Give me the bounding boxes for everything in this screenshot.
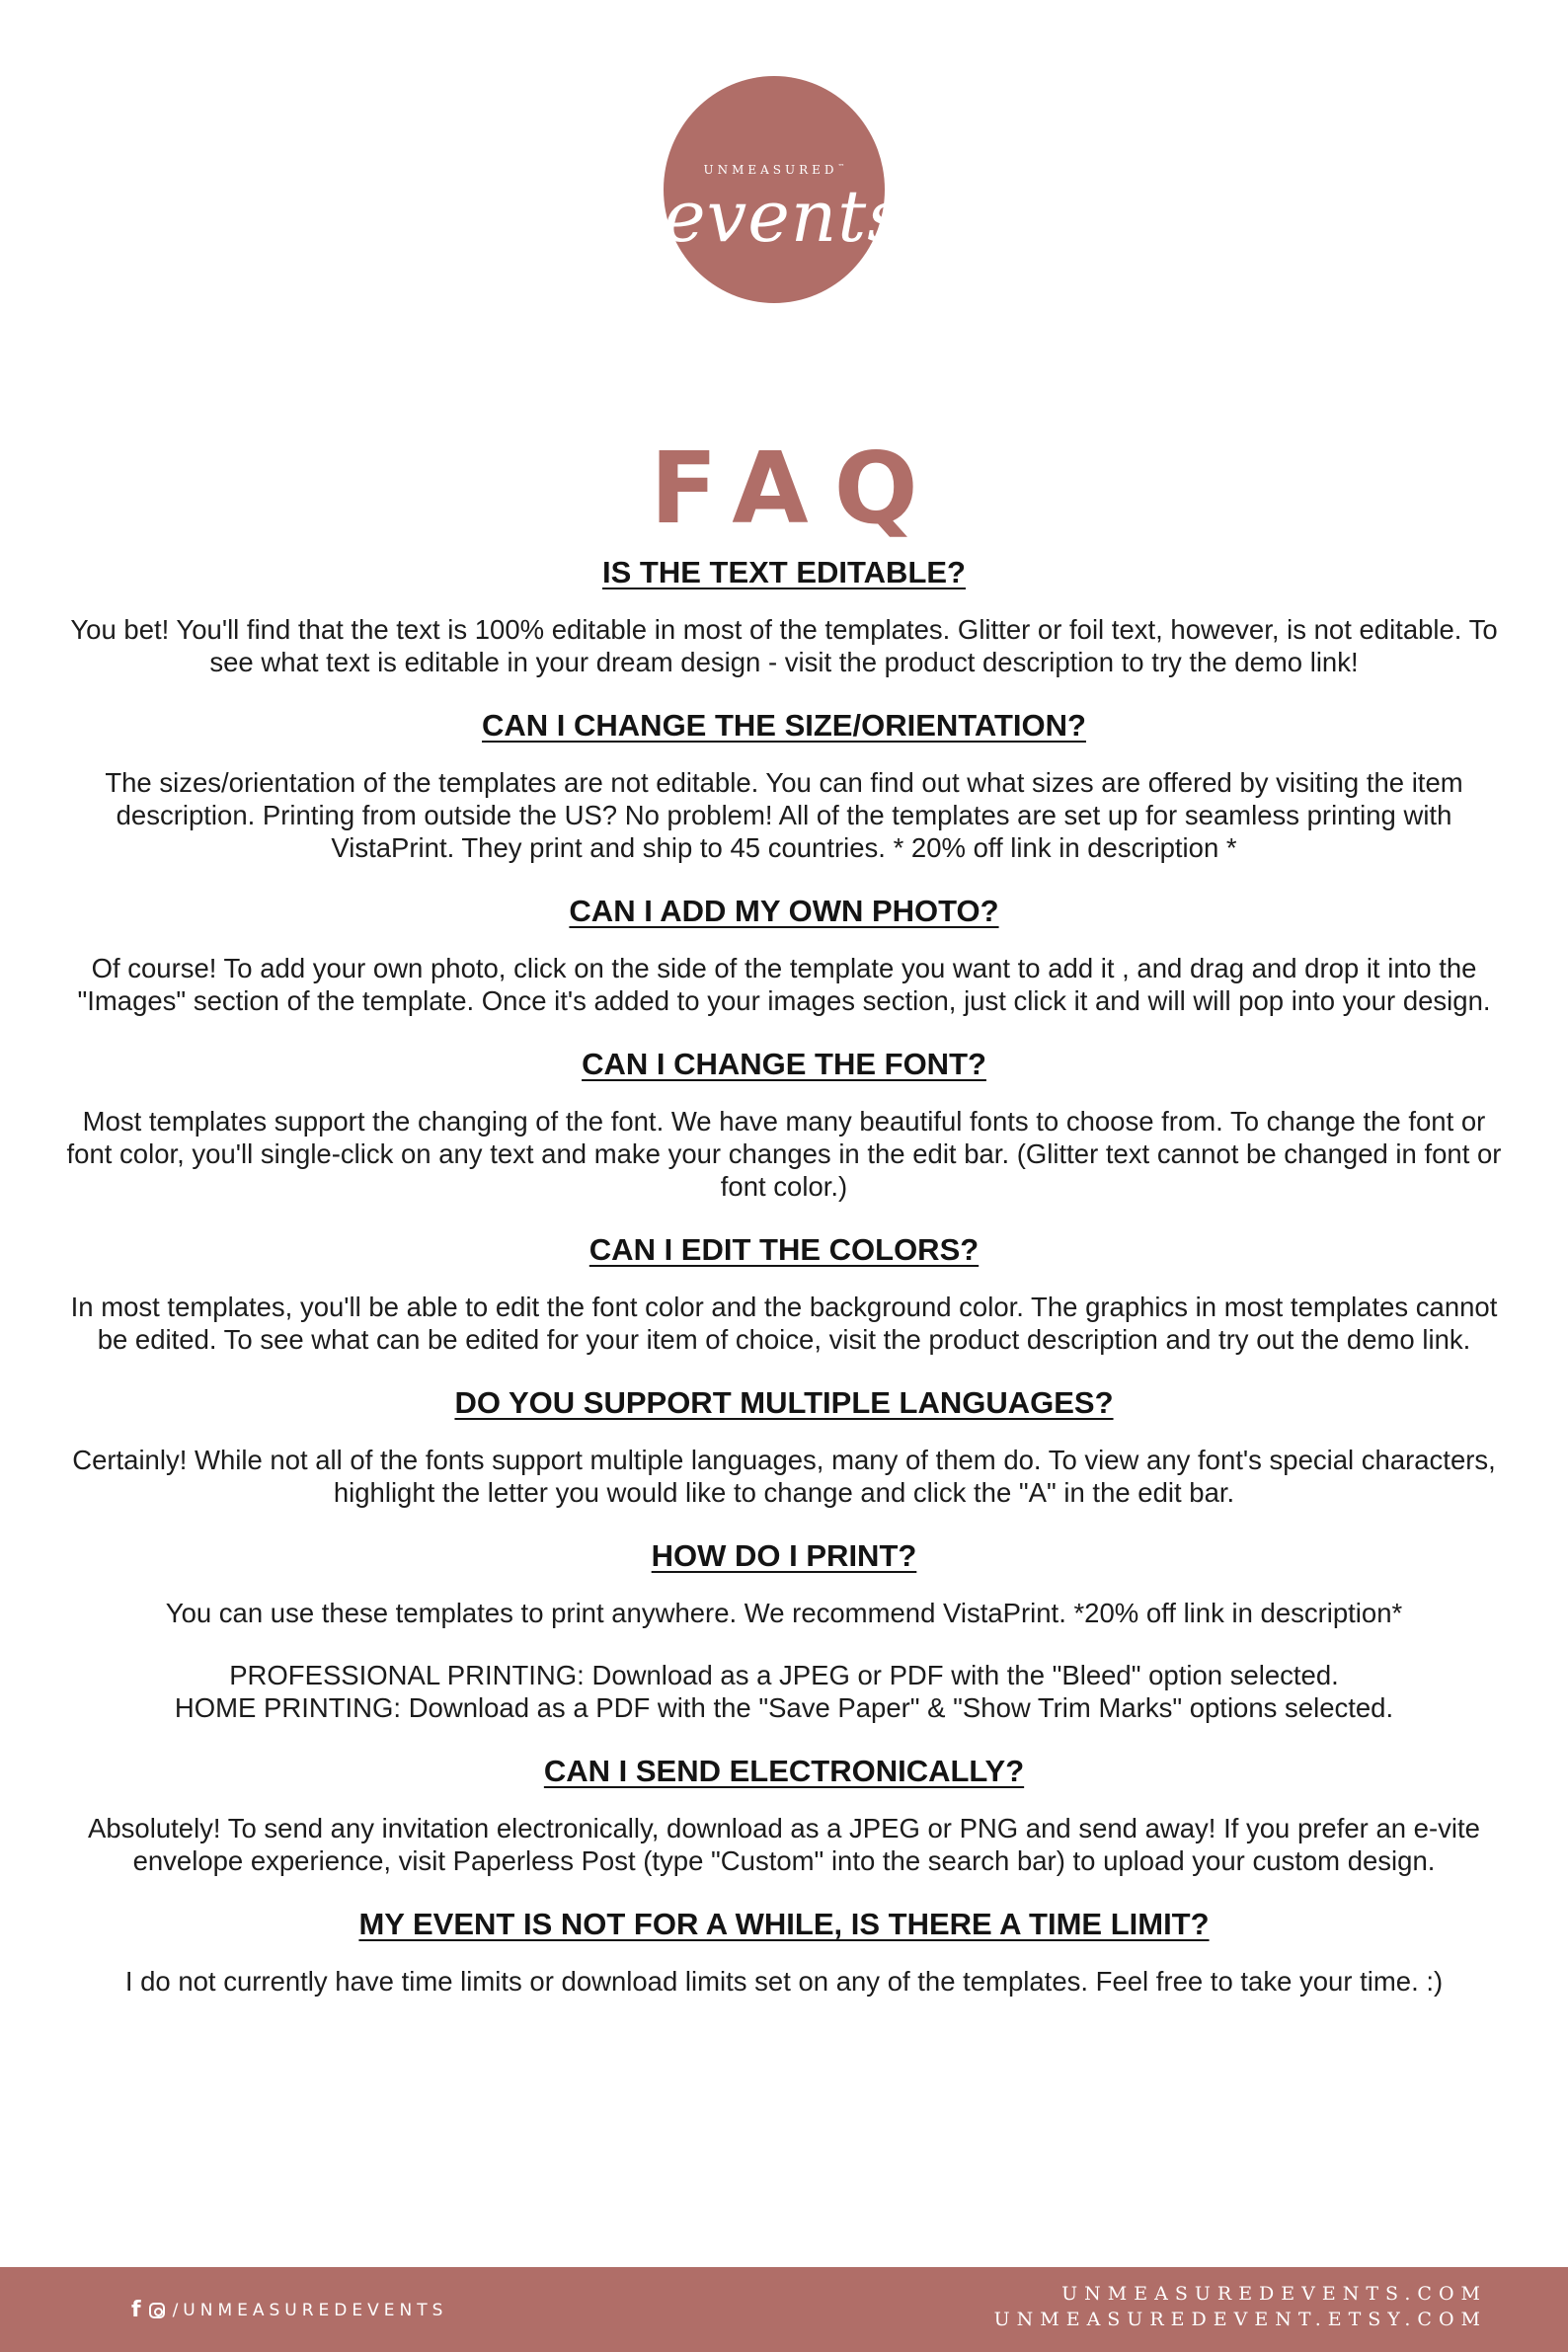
faq-question: CAN I CHANGE THE SIZE/ORIENTATION?: [482, 708, 1086, 743]
faq-answer: In most templates, you'll be able to edit the font color and the background color. The graphics in most templates cannot be edited. To see what can be edited for your item of choice, visit the product description and try out the demo link.: [70, 1292, 1498, 1355]
social-handle[interactable]: /UNMEASUREDEVENTS: [172, 2300, 448, 2320]
print-option-home: HOME PRINTING: Download as a PDF with the "Save Paper" & "Show Trim Marks" options selected.: [174, 1692, 1394, 1723]
faq-question: CAN I CHANGE THE FONT?: [582, 1047, 986, 1081]
footer-bar: [0, 2267, 1568, 2352]
etsy-link[interactable]: UNMEASUREDEVENT.ETSY.COM: [993, 2309, 1487, 2330]
faq-item: [65, 1383, 1503, 1509]
page-title: FAQ: [650, 431, 944, 546]
facebook-icon[interactable]: f: [131, 2298, 141, 2322]
faq-answer: You can use these templates to print anywhere. We recommend VistaPrint. *20% off link in description*: [165, 1598, 1403, 1628]
faq-answer: Of course! To add your own photo, click on the side of the template you want to add it , and drag and drop it into the "Images" section of the template. Once it's added to your images section, just click it and will will pop into your design.: [77, 953, 1491, 1016]
faq-item: [65, 1230, 1503, 1356]
faq-item: [65, 1536, 1503, 1724]
faq-answer: You bet! You'll find that the text is 100% editable in most of the templates. Glitter or foil text, however, is not editable. To see what text is editable in your dream design - visit the product description to try the demo link!: [70, 614, 1498, 677]
faq-answer: Most templates support the changing of the font. We have many beautiful fonts to choose from. To change the font or font color, you'll single-click on any text and make your changes in the edit bar. (Glitter text cannot be changed in font or font color.): [66, 1106, 1502, 1202]
faq-item: [65, 892, 1503, 1017]
faq-question: CAN I EDIT THE COLORS?: [588, 1232, 980, 1267]
faq-answer: I do not currently have time limits or download limits set on any of the templates. Feel free to take your time. :): [124, 1966, 1444, 1997]
faq-item: [65, 553, 1503, 678]
instagram-icon[interactable]: [149, 2303, 165, 2318]
faq-question: MY EVENT IS NOT FOR A WHILE, IS THERE A TIME LIMIT?: [358, 1907, 1210, 1941]
faq-question: IS THE TEXT EDITABLE?: [602, 555, 966, 589]
website-link[interactable]: UNMEASUREDEVENTS.COM: [1061, 2283, 1487, 2305]
faq-answer: Certainly! While not all of the fonts support multiple languages, many of them do. To view any font's special characters, highlight the letter you would like to change and click the "A" in the edit bar.: [72, 1445, 1496, 1508]
faq-list: [65, 553, 1503, 1998]
logo-wordmark-script: events: [664, 175, 905, 258]
social-links: [131, 2298, 447, 2322]
logo-wordmark-top: UNMEASURED™: [703, 163, 845, 177]
brand-logo: [664, 76, 905, 303]
footer-websites: [994, 2281, 1487, 2332]
faq-answer: The sizes/orientation of the templates are not editable. You can find out what sizes are offered by visiting the item description. Printing from outside the US? No problem! All of the templates are set up for seamless printing with VistaPrint. They print and ship to 45 countries. * 20% off link in description *: [105, 767, 1463, 863]
faq-item: [65, 1752, 1503, 1877]
faq-item: [65, 706, 1503, 864]
faq-question: CAN I ADD MY OWN PHOTO?: [569, 894, 999, 928]
faq-question: CAN I SEND ELECTRONICALLY?: [543, 1754, 1025, 1788]
print-option-professional: PROFESSIONAL PRINTING: Download as a JPEG or PDF with the "Bleed" option selected.: [229, 1660, 1339, 1690]
faq-question: DO YOU SUPPORT MULTIPLE LANGUAGES?: [454, 1385, 1114, 1420]
faq-item: [65, 1905, 1503, 1998]
faq-item: [65, 1045, 1503, 1203]
faq-question: HOW DO I PRINT?: [651, 1538, 917, 1573]
faq-answer: Absolutely! To send any invitation electronically, download as a JPEG or PNG and send away! If you prefer an e-vite envelope experience, visit Paperless Post (type "Custom" into the search bar) to upload your custom design.: [88, 1813, 1480, 1876]
